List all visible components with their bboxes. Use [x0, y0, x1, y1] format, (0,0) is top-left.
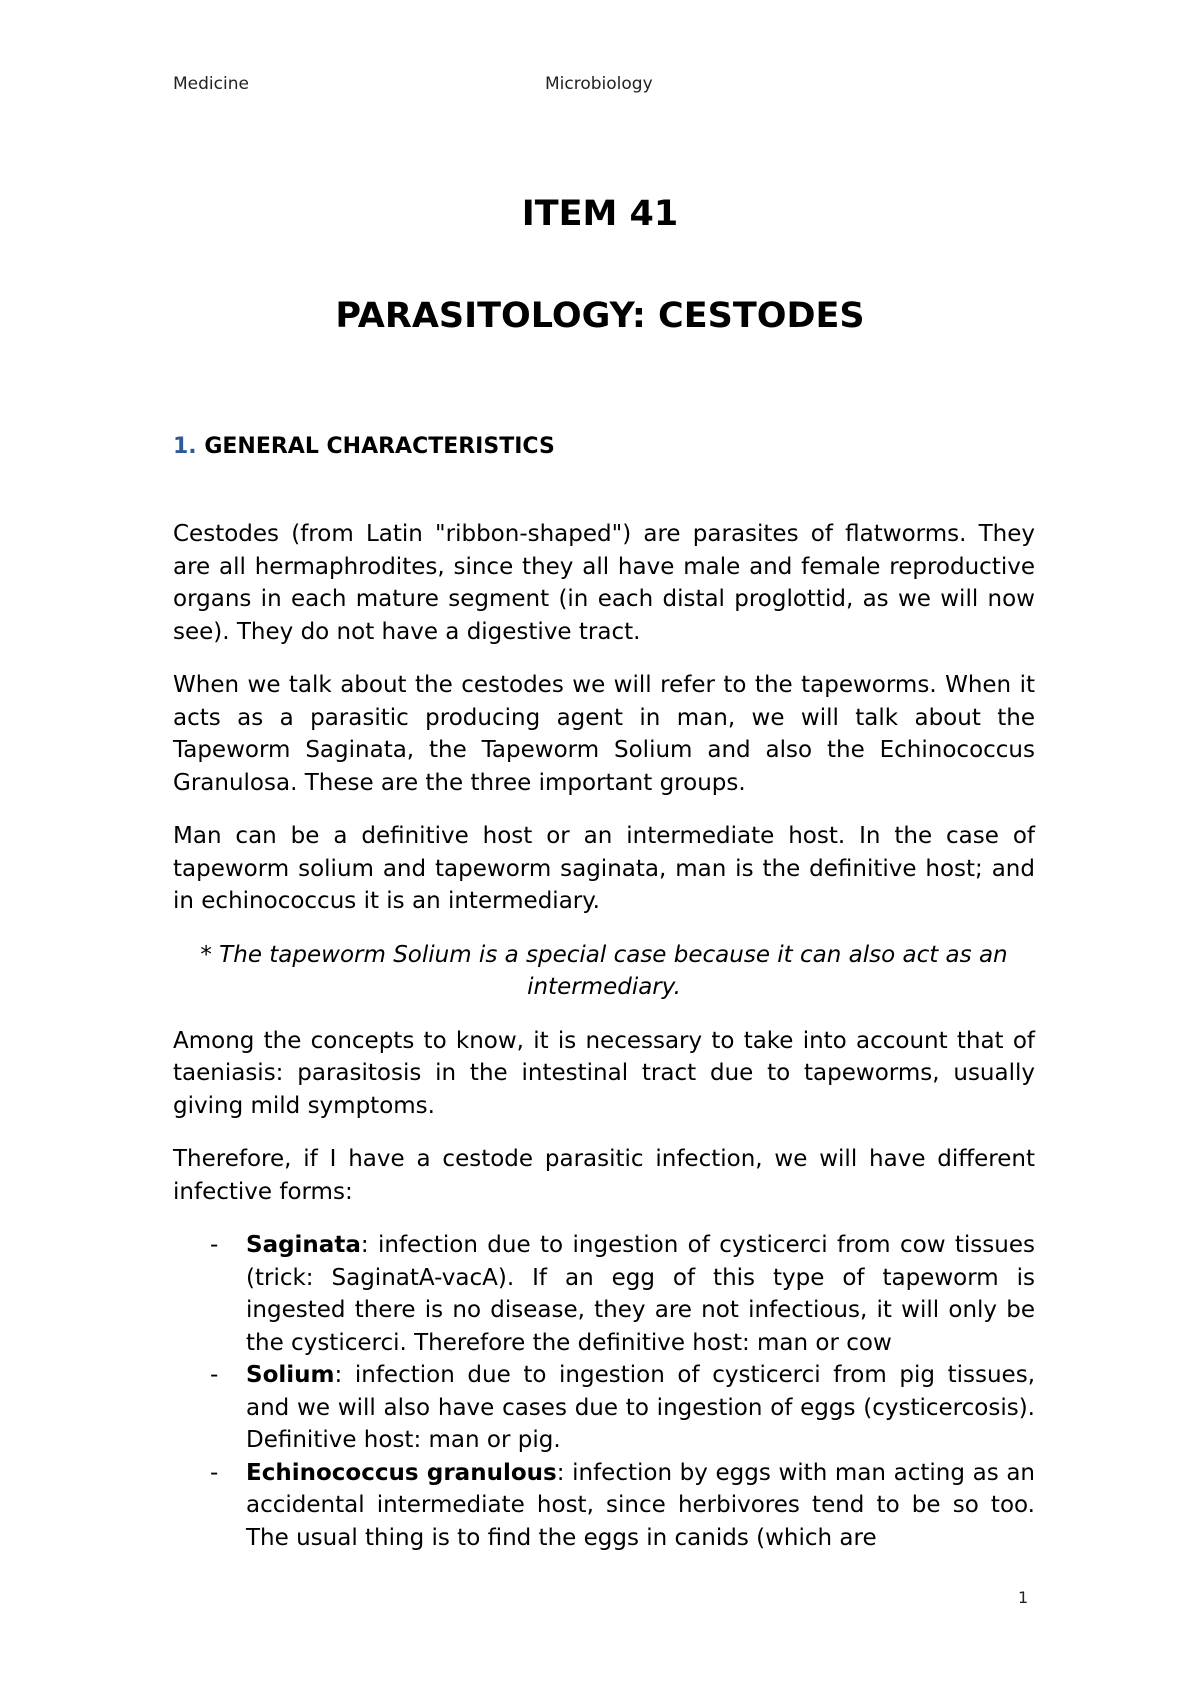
list-dash: - [210, 1232, 219, 1258]
paragraph: Man can be a definitive host or an intermediate host. In the case of tapeworm solium and tapeworm saginata, man is the definitive host; and in echinococcus it is an intermediary. [173, 823, 1035, 914]
list-item [173, 1359, 1035, 1457]
section-heading-text: GENERAL CHARACTERISTICS [204, 434, 555, 459]
header-subject: Medicine [173, 74, 249, 94]
section-number: 1. [173, 434, 197, 459]
page-number: 1 [1018, 1588, 1029, 1607]
note-paragraph: * The tapeworm Solium is a special case because it can also act as an intermediary. [200, 941, 1008, 1000]
list-term: Saginata [246, 1232, 361, 1258]
header-topic: Microbiology [545, 74, 653, 94]
document-body [173, 518, 1035, 1554]
list-text: : infection by eggs with man acting as an accidental intermediate host, since herbivores tend to be so too. The usual thing is to find the eggs in canids (which are [246, 1459, 1035, 1551]
list-item [173, 1229, 1035, 1359]
paragraph: Cestodes (from Latin "ribbon-shaped") are parasites of flatworms. They are all hermaphrodites, since they all have male and female reproductive organs in each mature segment (in each distal proglottid, as we will now see). They do not have a digestive tract. [173, 521, 1035, 645]
list-text: : infection due to ingestion of cysticerci from cow tissues (trick: SaginatA-vacA). If an egg of this type of tapeworm is ingested there is no disease, they are not infectious, it will only be the cysticerci. Therefore the definitive host: man or cow [246, 1232, 1035, 1356]
item-title: ITEM 41 [521, 194, 679, 234]
list-dash: - [210, 1459, 219, 1486]
paragraph: Among the concepts to know, it is necessary to take into account that of taeniasis: parasitosis in the intestinal tract due to tapeworms, usually giving mild symptoms. [173, 1027, 1035, 1119]
list-term: Echinococcus granulous [246, 1459, 557, 1486]
section-heading [173, 434, 555, 459]
infective-forms-list [173, 1229, 1035, 1554]
list-item [173, 1457, 1035, 1555]
list-term: Solium [246, 1362, 335, 1388]
paragraph: When we talk about the cestodes we will refer to the tapeworms. When it acts as a parasitic producing agent in man, we will talk about the Tapeworm Saginata, the Tapeworm Solium and also the Echinococcus Granulosa. These are the three important groups. [173, 672, 1035, 796]
paragraph: Therefore, if I have a cestode parasitic infection, we will have different infective forms: [173, 1146, 1035, 1205]
list-text: : infection due to ingestion of cysticerci from pig tissues, and we will also have cases due to ingestion of eggs (cysticercosis). Definitive host: man or pig. [246, 1362, 1035, 1453]
list-dash: - [210, 1362, 219, 1388]
document-title: PARASITOLOGY: CESTODES [335, 296, 865, 336]
